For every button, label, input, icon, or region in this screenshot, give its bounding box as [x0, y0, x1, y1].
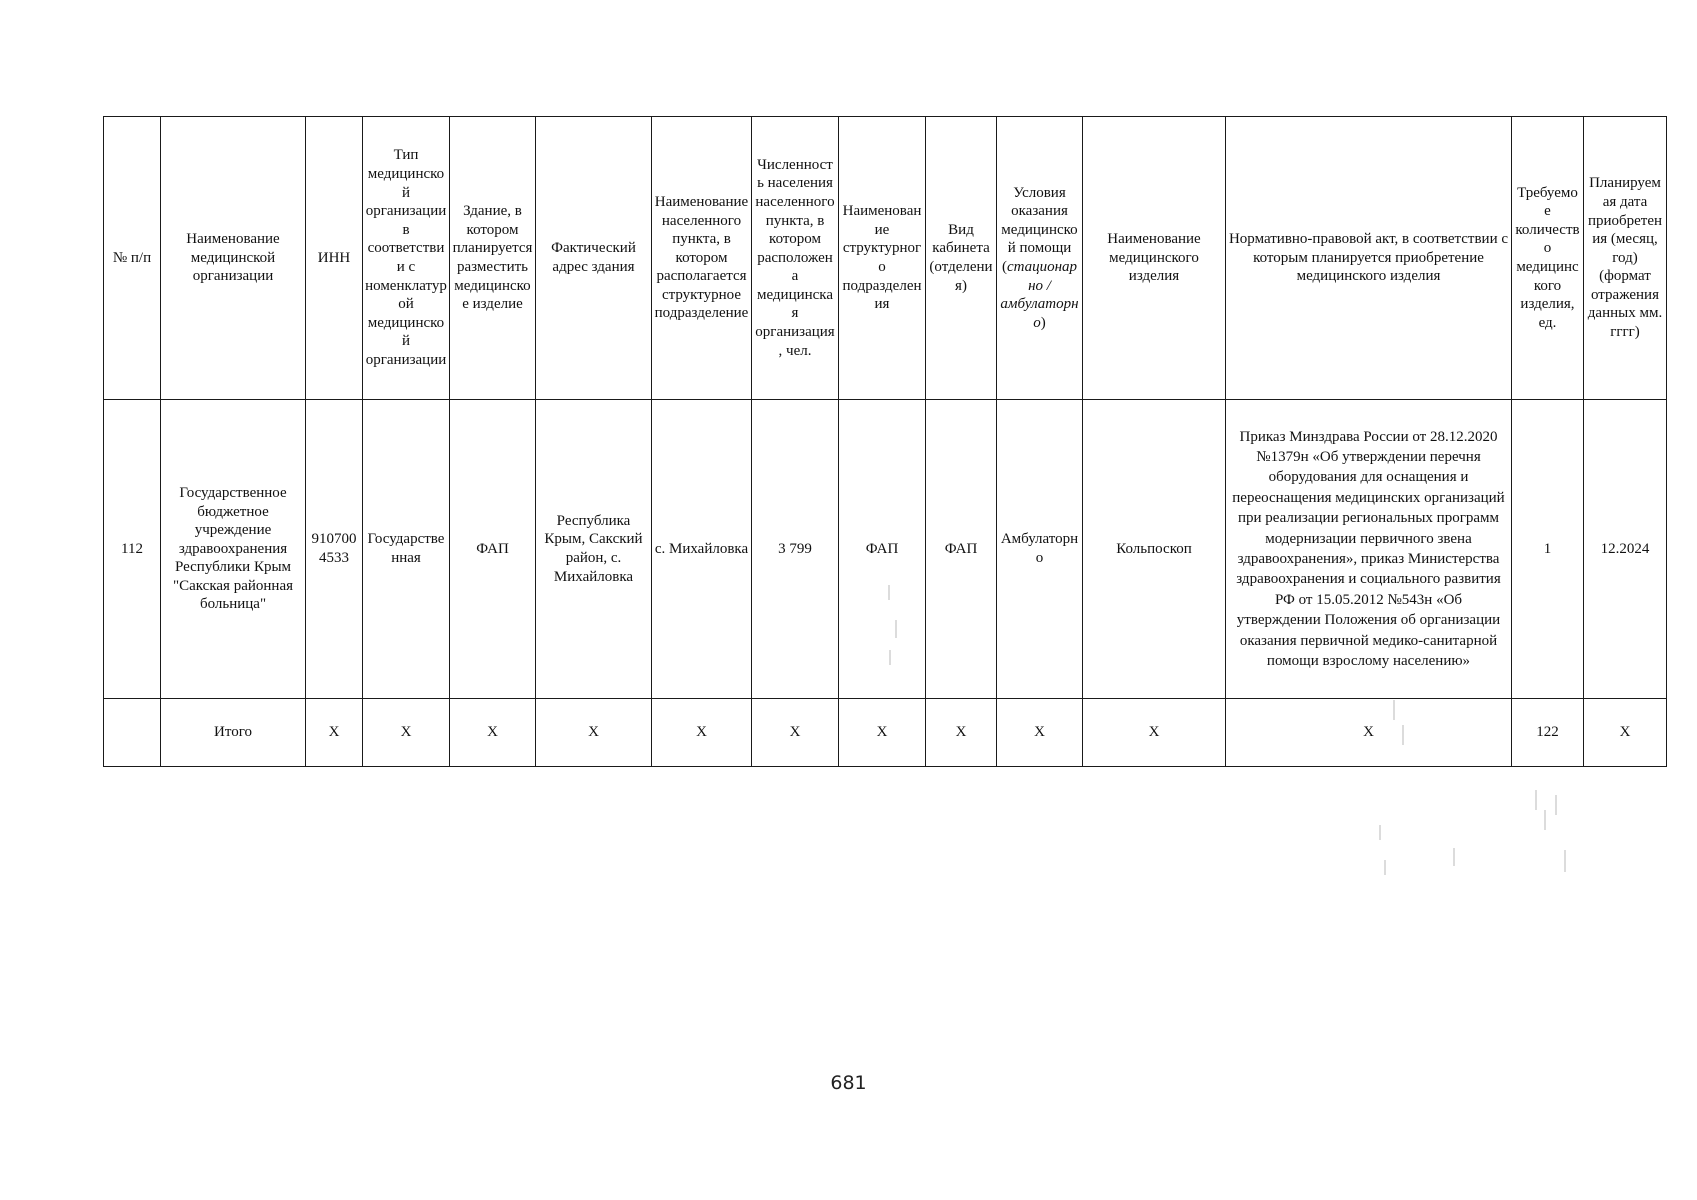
header-conditions-post: )	[1040, 314, 1046, 331]
total-x-date: X	[1584, 699, 1667, 767]
equipment-table	[103, 116, 1667, 767]
total-x-inn: X	[306, 699, 363, 767]
header-device: Наименование медицинского изделия	[1083, 117, 1226, 400]
cell-population: 3 799	[752, 400, 839, 699]
header-conditions-italic: стационарно / амбулаторно	[1000, 259, 1079, 331]
cell-conditions: Амбулаторно	[997, 400, 1083, 699]
header-building: Здание, в котором планируется разместить медицинское изделие	[450, 117, 536, 400]
total-x-building: X	[450, 699, 536, 767]
total-qty: 122	[1512, 699, 1584, 767]
cell-type: Государственная	[363, 400, 450, 699]
total-x-device: X	[1083, 699, 1226, 767]
cell-qty: 1	[1512, 400, 1584, 699]
cell-locality: с. Михайловка	[652, 400, 752, 699]
header-inn: ИНН	[306, 117, 363, 400]
total-x-type: X	[363, 699, 450, 767]
total-row	[104, 699, 1667, 767]
cell-num: 112	[104, 400, 161, 699]
cell-office: ФАП	[926, 400, 997, 699]
total-x-conditions: X	[997, 699, 1083, 767]
table-row	[104, 400, 1667, 699]
header-row	[104, 117, 1667, 400]
total-x-locality: X	[652, 699, 752, 767]
header-type: Тип медицинской организации в соответствии с номенклатурой медицинской организации	[363, 117, 450, 400]
total-x-population: X	[752, 699, 839, 767]
cell-building: ФАП	[450, 400, 536, 699]
header-unit: Наименование структурного подразделения	[839, 117, 926, 400]
header-org: Наименование медицинской организации	[161, 117, 306, 400]
cell-org: Государственное бюджетное учреждение здравоохранения Республики Крым "Сакская районная больница"	[161, 400, 306, 699]
header-conditions	[997, 117, 1083, 400]
cell-inn: 9107004533	[306, 400, 363, 699]
total-x-unit: X	[839, 699, 926, 767]
header-locality: Наименование населенного пункта, в котором располагается структурное подразделение	[652, 117, 752, 400]
cell-device: Кольпоскоп	[1083, 400, 1226, 699]
cell-npa: Приказ Минздрава России от 28.12.2020 №1379н «Об утверждении перечня оборудования для оснащения и переоснащения медицинских организаций при реализации региональных программ модернизации первичного звена здравоохранения», приказ Министерства здравоохранения и социального развития РФ от 15.05.2012 №543н «Об утверждении Положения об организации оказания первичной медико-санитарной помощи взрослому населению»	[1226, 400, 1512, 699]
total-label: Итого	[161, 699, 306, 767]
total-x-npa: X	[1226, 699, 1512, 767]
total-x-office: X	[926, 699, 997, 767]
header-conditions-pre: Условия оказания медицинской помощи (	[1001, 184, 1078, 275]
total-num-empty	[104, 699, 161, 767]
header-office: Вид кабинета (отделения)	[926, 117, 997, 400]
header-num: № п/п	[104, 117, 161, 400]
header-population: Численность населения населенного пункта, в котором расположена медицинская организация, чел.	[752, 117, 839, 400]
header-address: Фактический адрес здания	[536, 117, 652, 400]
cell-address: Республика Крым, Сакский район, с. Михайловка	[536, 400, 652, 699]
page-number: 681	[830, 1072, 867, 1094]
total-x-address: X	[536, 699, 652, 767]
cell-unit: ФАП	[839, 400, 926, 699]
header-npa: Нормативно-правовой акт, в соответствии с которым планируется приобретение медицинского изделия	[1226, 117, 1512, 400]
header-qty: Требуемое количество медицинского изделия, ед.	[1512, 117, 1584, 400]
cell-date: 12.2024	[1584, 400, 1667, 699]
header-date: Планируемая дата приобретения (месяц, год) (формат отражения данных мм. гггг)	[1584, 117, 1667, 400]
